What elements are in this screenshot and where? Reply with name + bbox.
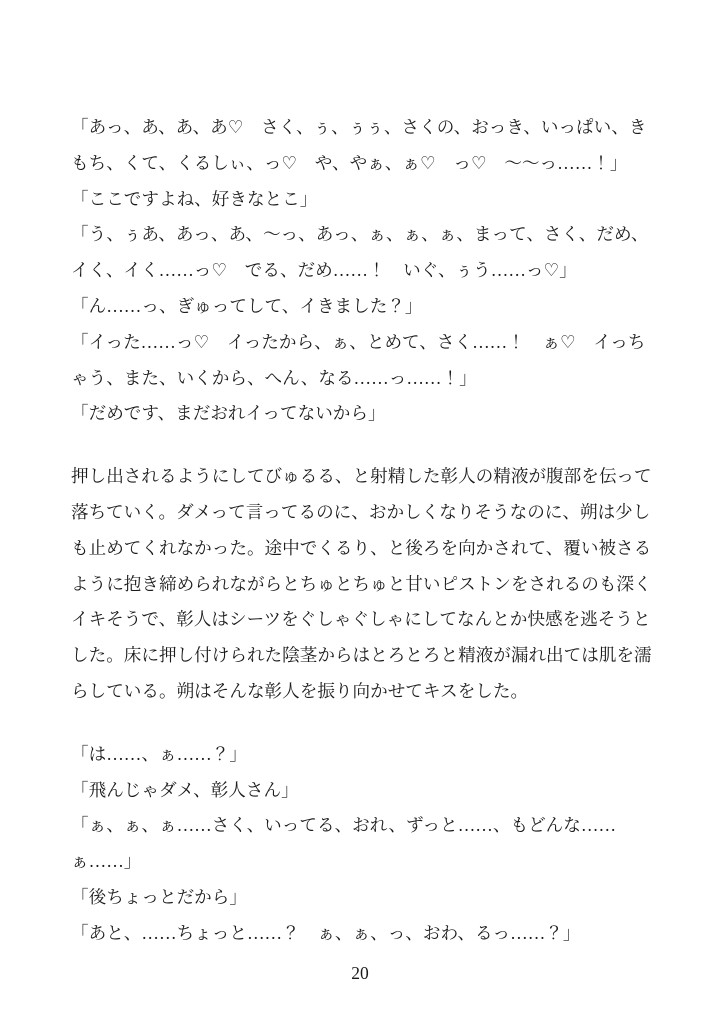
text-line: 「ぁ、ぁ、ぁ……さく、いってる、おれ、ずっと……、もどんな…… xyxy=(71,815,617,836)
text-line: 押し出されるようにしてびゅるる、と射精した彰人の精液が腹部を伝って xyxy=(71,466,652,487)
text-line: ように抱き締められながらとちゅとちゅと甘いピストンをされるのも深く xyxy=(71,573,652,594)
text-line: ゃう、また、いくから、へん、なる……っ……！」 xyxy=(71,367,477,388)
dialogue-block-1 xyxy=(71,110,671,432)
text-line: ぁ……」 xyxy=(71,851,142,872)
text-line: イく、イく……っ♡ でる、だめ……！ いぐ、ぅう……っ♡」 xyxy=(71,260,577,281)
text-line: 「飛んじゃダメ、彰人さん」 xyxy=(71,779,299,800)
text-line: 「あと、……ちょっと……？ ぁ、ぁ、っ、おわ、るっ……？」 xyxy=(71,922,581,943)
text-line: もち、くて、くるしぃ、っ♡ や、やぁ、ぁ♡ っ♡ 〜〜っ……！」 xyxy=(71,152,628,173)
text-line: 「後ちょっとだから」 xyxy=(71,886,247,907)
text-line: 「イった……っ♡ イったから、ぁ、とめて、さく……！ ぁ♡ イっち xyxy=(71,331,646,352)
dialogue-block-2 xyxy=(71,737,671,952)
text-line: イキそうで、彰人はシーツをぐしゃぐしゃにしてなんとか快感を逃そうと xyxy=(71,609,651,630)
text-line: も止めてくれなかった。途中でくるり、と後ろを向かされて、覆い被さる xyxy=(71,537,652,558)
text-line: 「は……、ぁ……？」 xyxy=(71,743,247,764)
text-line: らしている。朔はそんな彰人を振り向かせてキスをした。 xyxy=(71,680,529,701)
text-line: した。床に押し付けられた陰茎からはとろとろと精液が漏れ出ては肌を濡 xyxy=(71,645,652,666)
narrative-paragraph xyxy=(71,459,671,710)
text-line: 「あっ、あ、あ、あ♡ さく、ぅ、ぅぅ、さくの、おっき、いっぱい、き xyxy=(71,117,647,137)
page-number: 20 xyxy=(351,963,369,983)
text-line: 落ちていく。ダメって言ってるのに、おかしくなりそうなのに、朔は少し xyxy=(71,501,651,522)
text-line: 「う、ぅあ、あっ、あ、〜っ、あっ、ぁ、ぁ、ぁ、まって、さく、だめ、 xyxy=(71,224,649,245)
text-line: 「ん……っ、ぎゅってして、イきました？」 xyxy=(71,295,423,316)
text-line: 「だめです、まだおれイってないから」 xyxy=(71,403,386,424)
body-text-area xyxy=(71,110,671,952)
text-line: 「ここですよね、好きなとこ」 xyxy=(71,188,318,209)
